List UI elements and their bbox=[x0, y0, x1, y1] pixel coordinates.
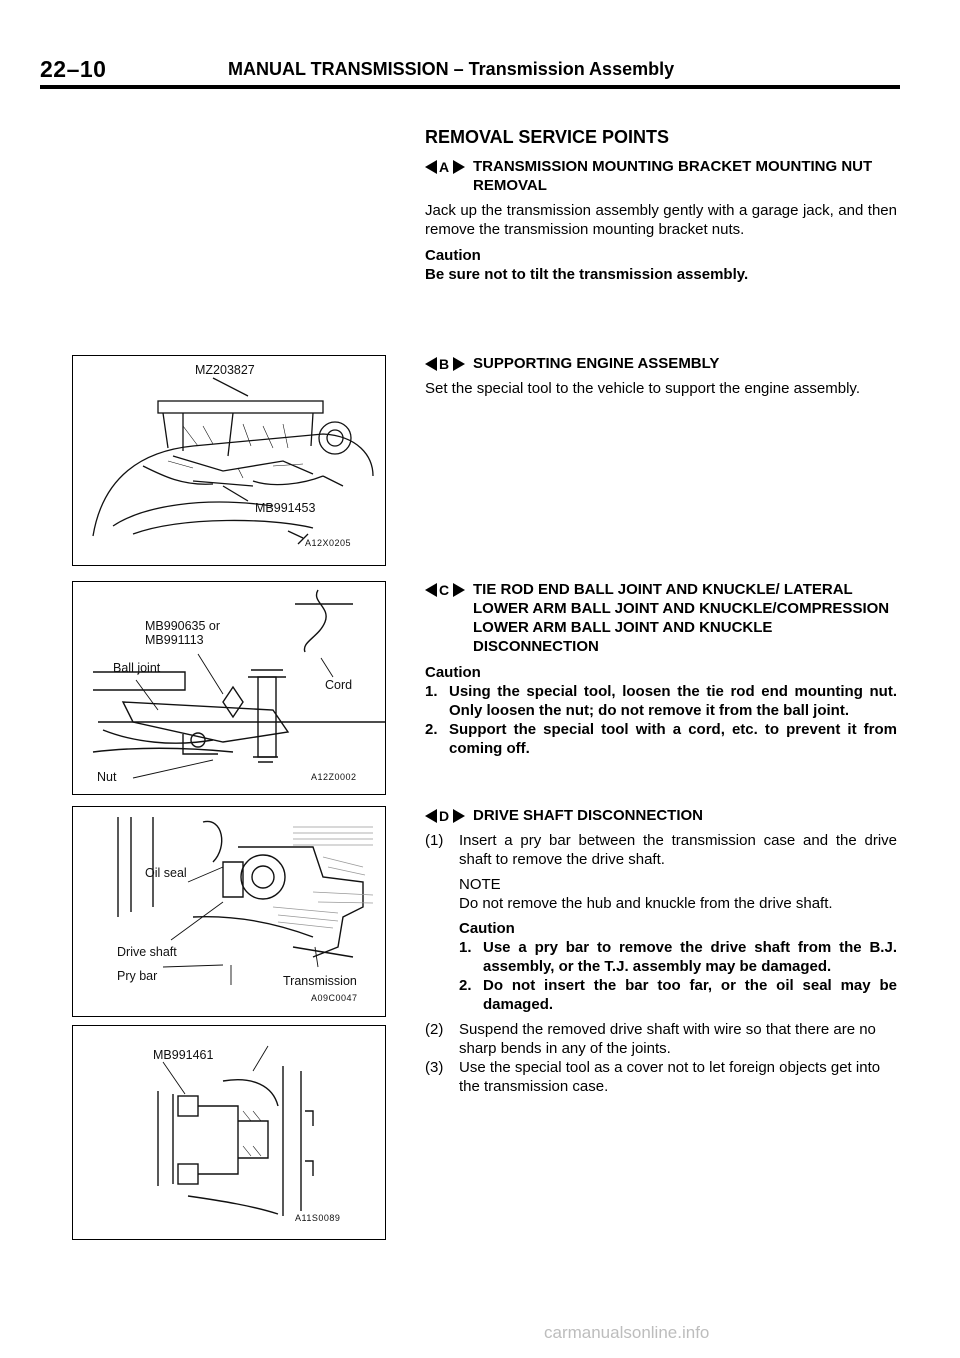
caution-label: Caution bbox=[425, 664, 481, 681]
cover-tool-illustration bbox=[73, 1026, 385, 1239]
caution-item: 2. Support the special tool with a cord, etc. to prevent it from coming off. bbox=[425, 721, 897, 757]
ball-joint-illustration bbox=[73, 582, 385, 794]
heading-c-text: TIE ROD END BALL JOINT AND KNUCKLE/ LATERAL LOWER ARM BALL JOINT AND KNUCKLE/COMPRESSION LOWER ARM BALL JOINT AND KNUCKLE DISCONNECTION bbox=[473, 581, 890, 655]
figure-ball-joint bbox=[72, 581, 386, 795]
section-a bbox=[425, 128, 897, 284]
step-2: (2) Suspend the removed drive shaft with wire so that there are no sharp bends in any of the joints. bbox=[425, 1021, 876, 1057]
section-title: REMOVAL SERVICE POINTS bbox=[425, 127, 670, 147]
watermark: carmanualsonline.info bbox=[544, 1323, 710, 1342]
heading-d bbox=[425, 806, 897, 825]
label-tool-mb991113: MB991113 bbox=[145, 633, 204, 647]
figure-code: A09C0047 bbox=[311, 993, 358, 1003]
section-d bbox=[425, 806, 897, 1096]
header-rule bbox=[40, 85, 900, 89]
figure-engine-support bbox=[72, 355, 386, 566]
body-a: Jack up the transmission assembly gently with a garage jack, and then remove the transmission mounting bracket nuts. bbox=[425, 202, 897, 238]
caution-item: 1. Use a pry bar to remove the drive shaft from the B.J. assembly, or the T.J. assembly may be damaged. bbox=[459, 939, 897, 975]
svg-text:D: D bbox=[439, 808, 450, 824]
note-label: NOTE bbox=[459, 876, 501, 893]
label-drive-shaft: Drive shaft bbox=[117, 945, 177, 959]
step-3: (3) Use the special tool as a cover not to let foreign objects get into the transmission case. bbox=[425, 1059, 881, 1095]
figure-code: A11S0089 bbox=[295, 1213, 341, 1223]
figure-cover-tool bbox=[72, 1025, 386, 1240]
label-cord: Cord bbox=[325, 678, 353, 692]
engine-support-illustration bbox=[73, 356, 385, 565]
label-transmission: Transmission bbox=[283, 974, 357, 988]
heading-a-text: TRANSMISSION MOUNTING BRACKET MOUNTING NUT REMOVAL bbox=[473, 158, 873, 194]
marker-c-icon bbox=[425, 580, 473, 656]
caution-text: Be sure not to tilt the transmission assembly. bbox=[425, 266, 749, 283]
svg-text:A: A bbox=[439, 159, 450, 175]
body-b: Set the special tool to the vehicle to support the engine assembly. bbox=[425, 380, 860, 397]
label-nut: Nut bbox=[97, 770, 117, 784]
section-b bbox=[425, 354, 897, 398]
marker-d-icon bbox=[425, 806, 473, 825]
label-oil-seal: Oil seal bbox=[145, 866, 187, 880]
heading-c bbox=[425, 580, 897, 656]
heading-b bbox=[425, 354, 897, 373]
caution-label: Caution bbox=[459, 920, 515, 937]
caution-label: Caution bbox=[425, 247, 481, 264]
svg-text:C: C bbox=[439, 582, 450, 598]
svg-text:B: B bbox=[439, 356, 450, 372]
label-mb991461: MB991461 bbox=[153, 1048, 214, 1062]
heading-a bbox=[425, 157, 897, 195]
marker-a-icon bbox=[425, 157, 473, 195]
figure-code: A12Z0002 bbox=[311, 772, 357, 782]
section-c bbox=[425, 580, 897, 758]
heading-b-text: SUPPORTING ENGINE ASSEMBLY bbox=[473, 355, 720, 372]
label-pry-bar: Pry bar bbox=[117, 969, 158, 983]
page-number: 22–10 bbox=[40, 56, 107, 82]
marker-b-icon bbox=[425, 354, 473, 373]
label-tool-mb990635: MB990635 or bbox=[145, 619, 221, 633]
label-mz203827: MZ203827 bbox=[195, 363, 255, 377]
heading-d-text: DRIVE SHAFT DISCONNECTION bbox=[473, 807, 704, 824]
note-text: Do not remove the hub and knuckle from the drive shaft. bbox=[459, 895, 833, 912]
label-ball-joint: Ball joint bbox=[113, 661, 161, 675]
caution-list bbox=[425, 938, 897, 1014]
label-mb991453: MB991453 bbox=[255, 501, 316, 515]
caution-item: 2. Do not insert the bar too far, or the oil seal may be damaged. bbox=[459, 977, 897, 1013]
caution-item: 1. Using the special tool, loosen the tie rod end mounting nut. Only loosen the nut; do not remove it from the ball joint. bbox=[425, 683, 897, 719]
figure-drive-shaft bbox=[72, 806, 386, 1017]
step-1: (1) Insert a pry bar between the transmission case and the drive shaft to remove the drive shaft. bbox=[425, 832, 897, 868]
drive-shaft-illustration bbox=[73, 807, 385, 1016]
figure-code: A12X0205 bbox=[305, 538, 352, 548]
page-title: MANUAL TRANSMISSION – Transmission Assembly bbox=[228, 59, 675, 79]
